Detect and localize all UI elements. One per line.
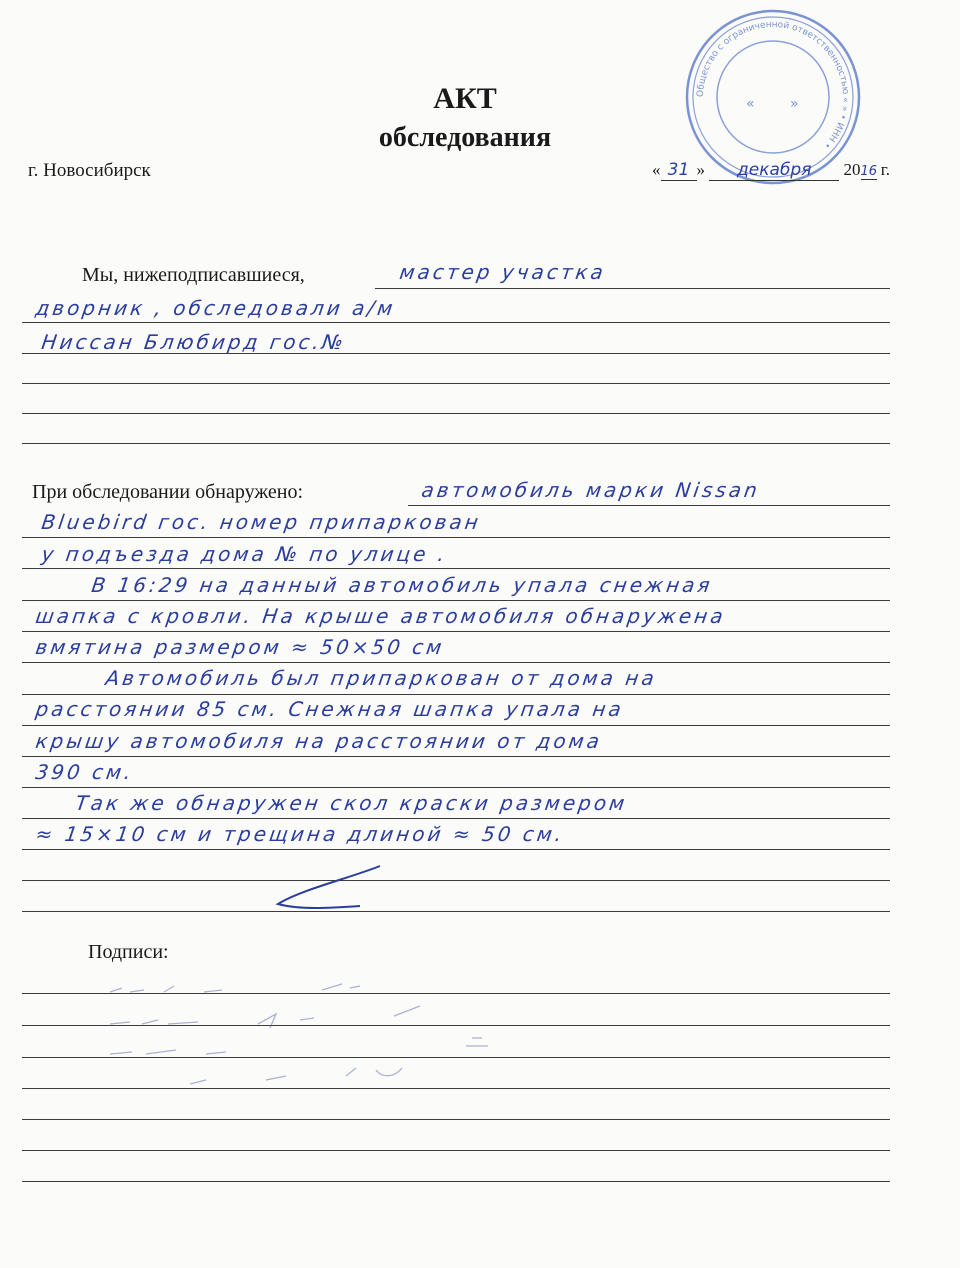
handwritten-findings-line: крышу автомобиля на расстоянии от дома: [34, 729, 604, 753]
form-line: [22, 1119, 890, 1120]
signatures-label: Подписи:: [88, 941, 169, 963]
form-line: [22, 568, 890, 569]
date-day: 31: [661, 160, 697, 181]
date-month: декабря: [709, 160, 839, 181]
form-line: [22, 600, 890, 601]
handwritten-findings-line: Bluebird гос. номер припаркован: [40, 510, 483, 534]
form-line: [22, 537, 890, 538]
handwritten-findings-line: 390 см.: [34, 760, 136, 784]
findings-label: При обследовании обнаружено:: [32, 481, 304, 503]
handwritten-findings-line: Так же обнаружен скол краски размером: [74, 791, 630, 815]
form-line: [22, 383, 890, 384]
handwritten-findings-line: вмятина размером ≈ 50×50 см: [34, 635, 447, 659]
handwritten-signers-line: Ниссан Блюбирд гос.№: [40, 330, 348, 354]
form-line: [22, 756, 890, 757]
handwritten-findings-line: В 16:29 на данный автомобиль упала снежная: [90, 573, 715, 597]
svg-text:«: «: [746, 96, 755, 112]
stamp-ring-text: Общество с ограниченной ответственностью « » • ИНН •: [695, 19, 851, 151]
handwritten-findings-line: ≈ 15×10 см и трещина длиной ≈ 50 см.: [34, 822, 567, 846]
signers-label: Мы, нижеподписавшиеся,: [82, 264, 305, 286]
date-year-suffix: 16: [860, 164, 878, 179]
document-subtitle: обследования: [378, 122, 552, 153]
document-date: « 31 » декабря 2016 г.: [652, 160, 891, 180]
form-line: [22, 849, 890, 850]
handwritten-findings-line: расстоянии 85 см. Снежная шапка упала на: [34, 697, 626, 721]
form-line: [375, 288, 890, 289]
form-line: [22, 322, 890, 323]
form-line: [22, 787, 890, 788]
city-label: г. Новосибирск: [28, 160, 151, 181]
date-year-prefix: 20: [843, 160, 861, 179]
handwritten-findings-line: автомобиль марки Nissan: [420, 478, 762, 502]
signatures-traces: [100, 980, 540, 1090]
handwritten-findings-line: шапка с кровли. На крыше автомобиля обнаружена: [34, 604, 728, 628]
date-quote: »: [696, 160, 705, 179]
form-line: [22, 1150, 890, 1151]
svg-text:»: »: [790, 96, 799, 112]
form-line: [22, 725, 890, 726]
form-line: [22, 1181, 890, 1182]
form-line: [22, 413, 890, 414]
date-year-unit: г.: [880, 160, 891, 179]
end-flourish: [260, 858, 390, 918]
form-line: [22, 911, 890, 912]
handwritten-signers-line: дворник , обследовали а/м: [34, 296, 398, 320]
form-line: [22, 880, 890, 881]
document-title: АКТ: [433, 82, 497, 115]
form-line: [22, 818, 890, 819]
form-line: [22, 631, 890, 632]
handwritten-findings-line: Автомобиль был припаркован от дома на: [104, 666, 659, 690]
form-line: [408, 505, 890, 506]
form-line: [22, 443, 890, 444]
handwritten-findings-line: у подъезда дома № по улице .: [40, 542, 450, 566]
handwritten-signers-line: мастер участка: [398, 260, 608, 284]
form-line: [22, 662, 890, 663]
form-line: [22, 694, 890, 695]
